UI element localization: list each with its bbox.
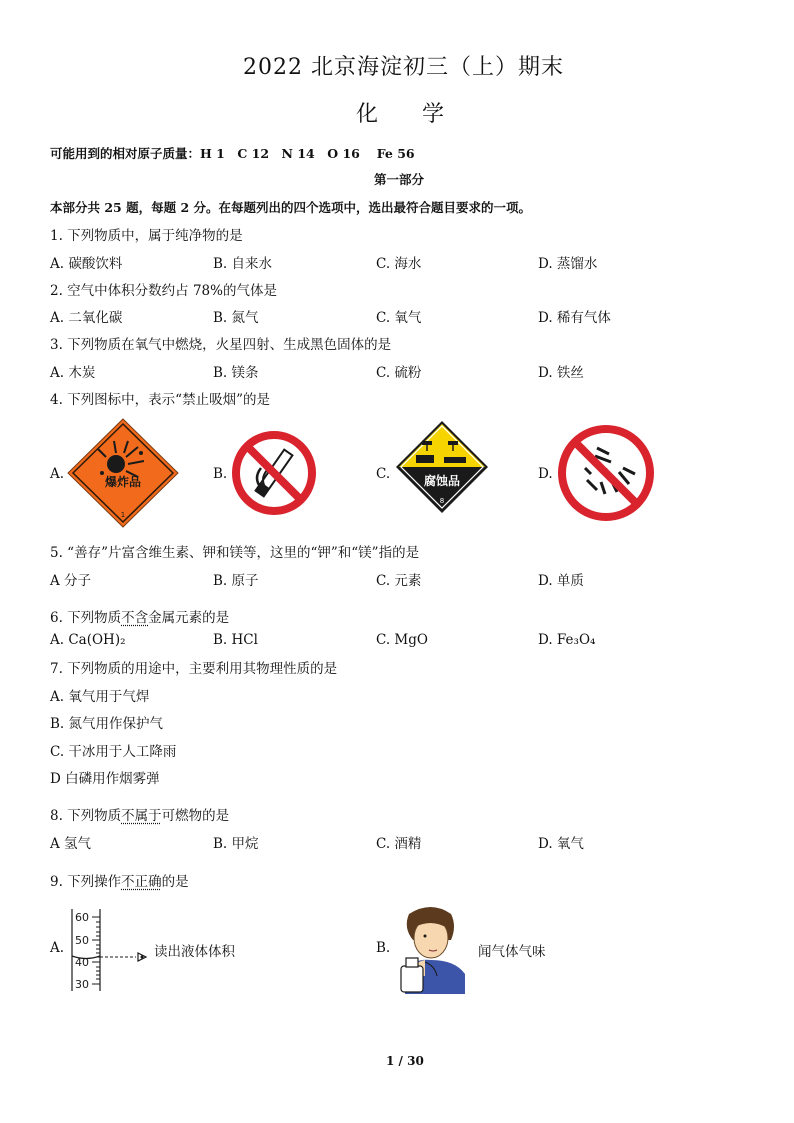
label-read-volume: 读出液体体积 — [154, 944, 235, 960]
option-b: B. — [213, 466, 228, 482]
no-smoking-icon — [231, 430, 317, 516]
option-b: B. 自来水 — [213, 256, 273, 272]
page-number: 1 / 30 — [386, 1054, 424, 1068]
graduated-cylinder-icon — [66, 905, 156, 995]
stem-text: 6. 下列物质 — [50, 610, 122, 626]
option-b: B. 镁条 — [213, 365, 259, 381]
scale-label: 50 — [75, 934, 89, 947]
question-stem: 5. “善存”片富含维生素、钾和镁等，这里的“钾”和“镁”指的是 — [50, 545, 420, 561]
sign-label: 爆炸品 — [104, 475, 142, 489]
scale-label: 40 — [75, 956, 89, 969]
emphasis-text: 不含 — [121, 610, 149, 626]
sign-label: 腐蚀品 — [423, 474, 461, 488]
question-stem: 7. 下列物质的用途中，主要利用其物理性质的是 — [50, 661, 338, 677]
question-stem — [50, 606, 229, 626]
option-a: A 分子 — [50, 573, 92, 589]
scale-label: 60 — [75, 911, 89, 924]
option-c: C. 硫粉 — [376, 365, 422, 381]
question-stem — [50, 870, 189, 890]
option-d: D. 稀有气体 — [538, 310, 611, 326]
option-a: A 氢气 — [50, 836, 92, 852]
label-smell-gas: 闻气体气味 — [478, 944, 546, 960]
stem-text: 可燃物的是 — [161, 808, 230, 824]
option-d: D. 单质 — [538, 573, 584, 589]
option-a: A. Ca(OH)₂ — [50, 632, 126, 648]
no-fireworks-icon — [557, 424, 655, 522]
option-b: B. 氮气 — [213, 310, 259, 326]
option-c: C. 酒精 — [376, 836, 422, 852]
option-a: A. 氧气用于气焊 — [50, 689, 150, 705]
question-stem: 2. 空气中体积分数约占 78%的气体是 — [50, 283, 277, 299]
question-stem: 1. 下列物质中，属于纯净物的是 — [50, 228, 243, 244]
option-d: D. 铁丝 — [538, 365, 584, 381]
option-b: B. HCl — [213, 632, 258, 648]
stem-text: 的是 — [161, 874, 189, 890]
option-c: C. 干冰用于人工降雨 — [50, 744, 177, 760]
option-a: A. 木炭 — [50, 365, 96, 381]
sign-number: 8 — [439, 497, 445, 505]
corrosive-sign-icon — [394, 419, 490, 515]
question-stem: 3. 下列物质在氧气中燃烧，火星四射、生成黑色固体的是 — [50, 337, 392, 353]
explosive-sign-icon — [66, 417, 180, 529]
option-b: B. 甲烷 — [213, 836, 259, 852]
option-d: D. Fe₃O₄ — [538, 632, 596, 648]
option-d: D 白磷用作烟雾弹 — [50, 771, 160, 787]
sign-number: 1 — [120, 511, 126, 519]
question-stem — [50, 804, 229, 824]
option-c: C. — [376, 466, 391, 482]
subject-title: 化 学 — [356, 102, 445, 127]
option-c: C. 海水 — [376, 256, 422, 272]
part-heading: 第一部分 — [374, 172, 425, 187]
stem-text: 8. 下列物质 — [50, 808, 122, 824]
option-a: A. 二氧化碳 — [50, 310, 123, 326]
option-a: A. — [50, 466, 65, 482]
option-c: C. 氧气 — [376, 310, 422, 326]
option-d: D. 蒸馏水 — [538, 256, 598, 272]
option-a: A. — [50, 940, 65, 956]
atomic-masses: 可能用到的相对原子质量：H 1 C 12 N 14 O 16 Fe 56 — [50, 146, 415, 161]
person-smelling-icon — [395, 900, 471, 994]
instructions: 本部分共 25 题，每题 2 分。在每题列出的四个选项中，选出最符合题目要求的一项。 — [50, 200, 532, 215]
option-c: C. MgO — [376, 632, 428, 648]
option-b: B. 氮气用作保护气 — [50, 716, 164, 732]
option-a: A. 碳酸饮料 — [50, 256, 123, 272]
emphasis-text: 不属于 — [121, 808, 162, 824]
stem-text: 9. 下列操作 — [50, 874, 122, 890]
option-d: D. 氧气 — [538, 836, 584, 852]
option-b: B. — [376, 940, 391, 956]
option-b: B. 原子 — [213, 573, 259, 589]
option-c: C. 元素 — [376, 573, 422, 589]
page-title: 2022 北京海淀初三（上）期末 — [243, 55, 564, 80]
scale-label: 30 — [75, 978, 89, 991]
option-d: D. — [538, 466, 553, 482]
question-stem: 4. 下列图标中，表示“禁止吸烟”的是 — [50, 392, 270, 408]
stem-text: 金属元素的是 — [148, 610, 230, 626]
emphasis-text: 不正确 — [121, 874, 162, 890]
